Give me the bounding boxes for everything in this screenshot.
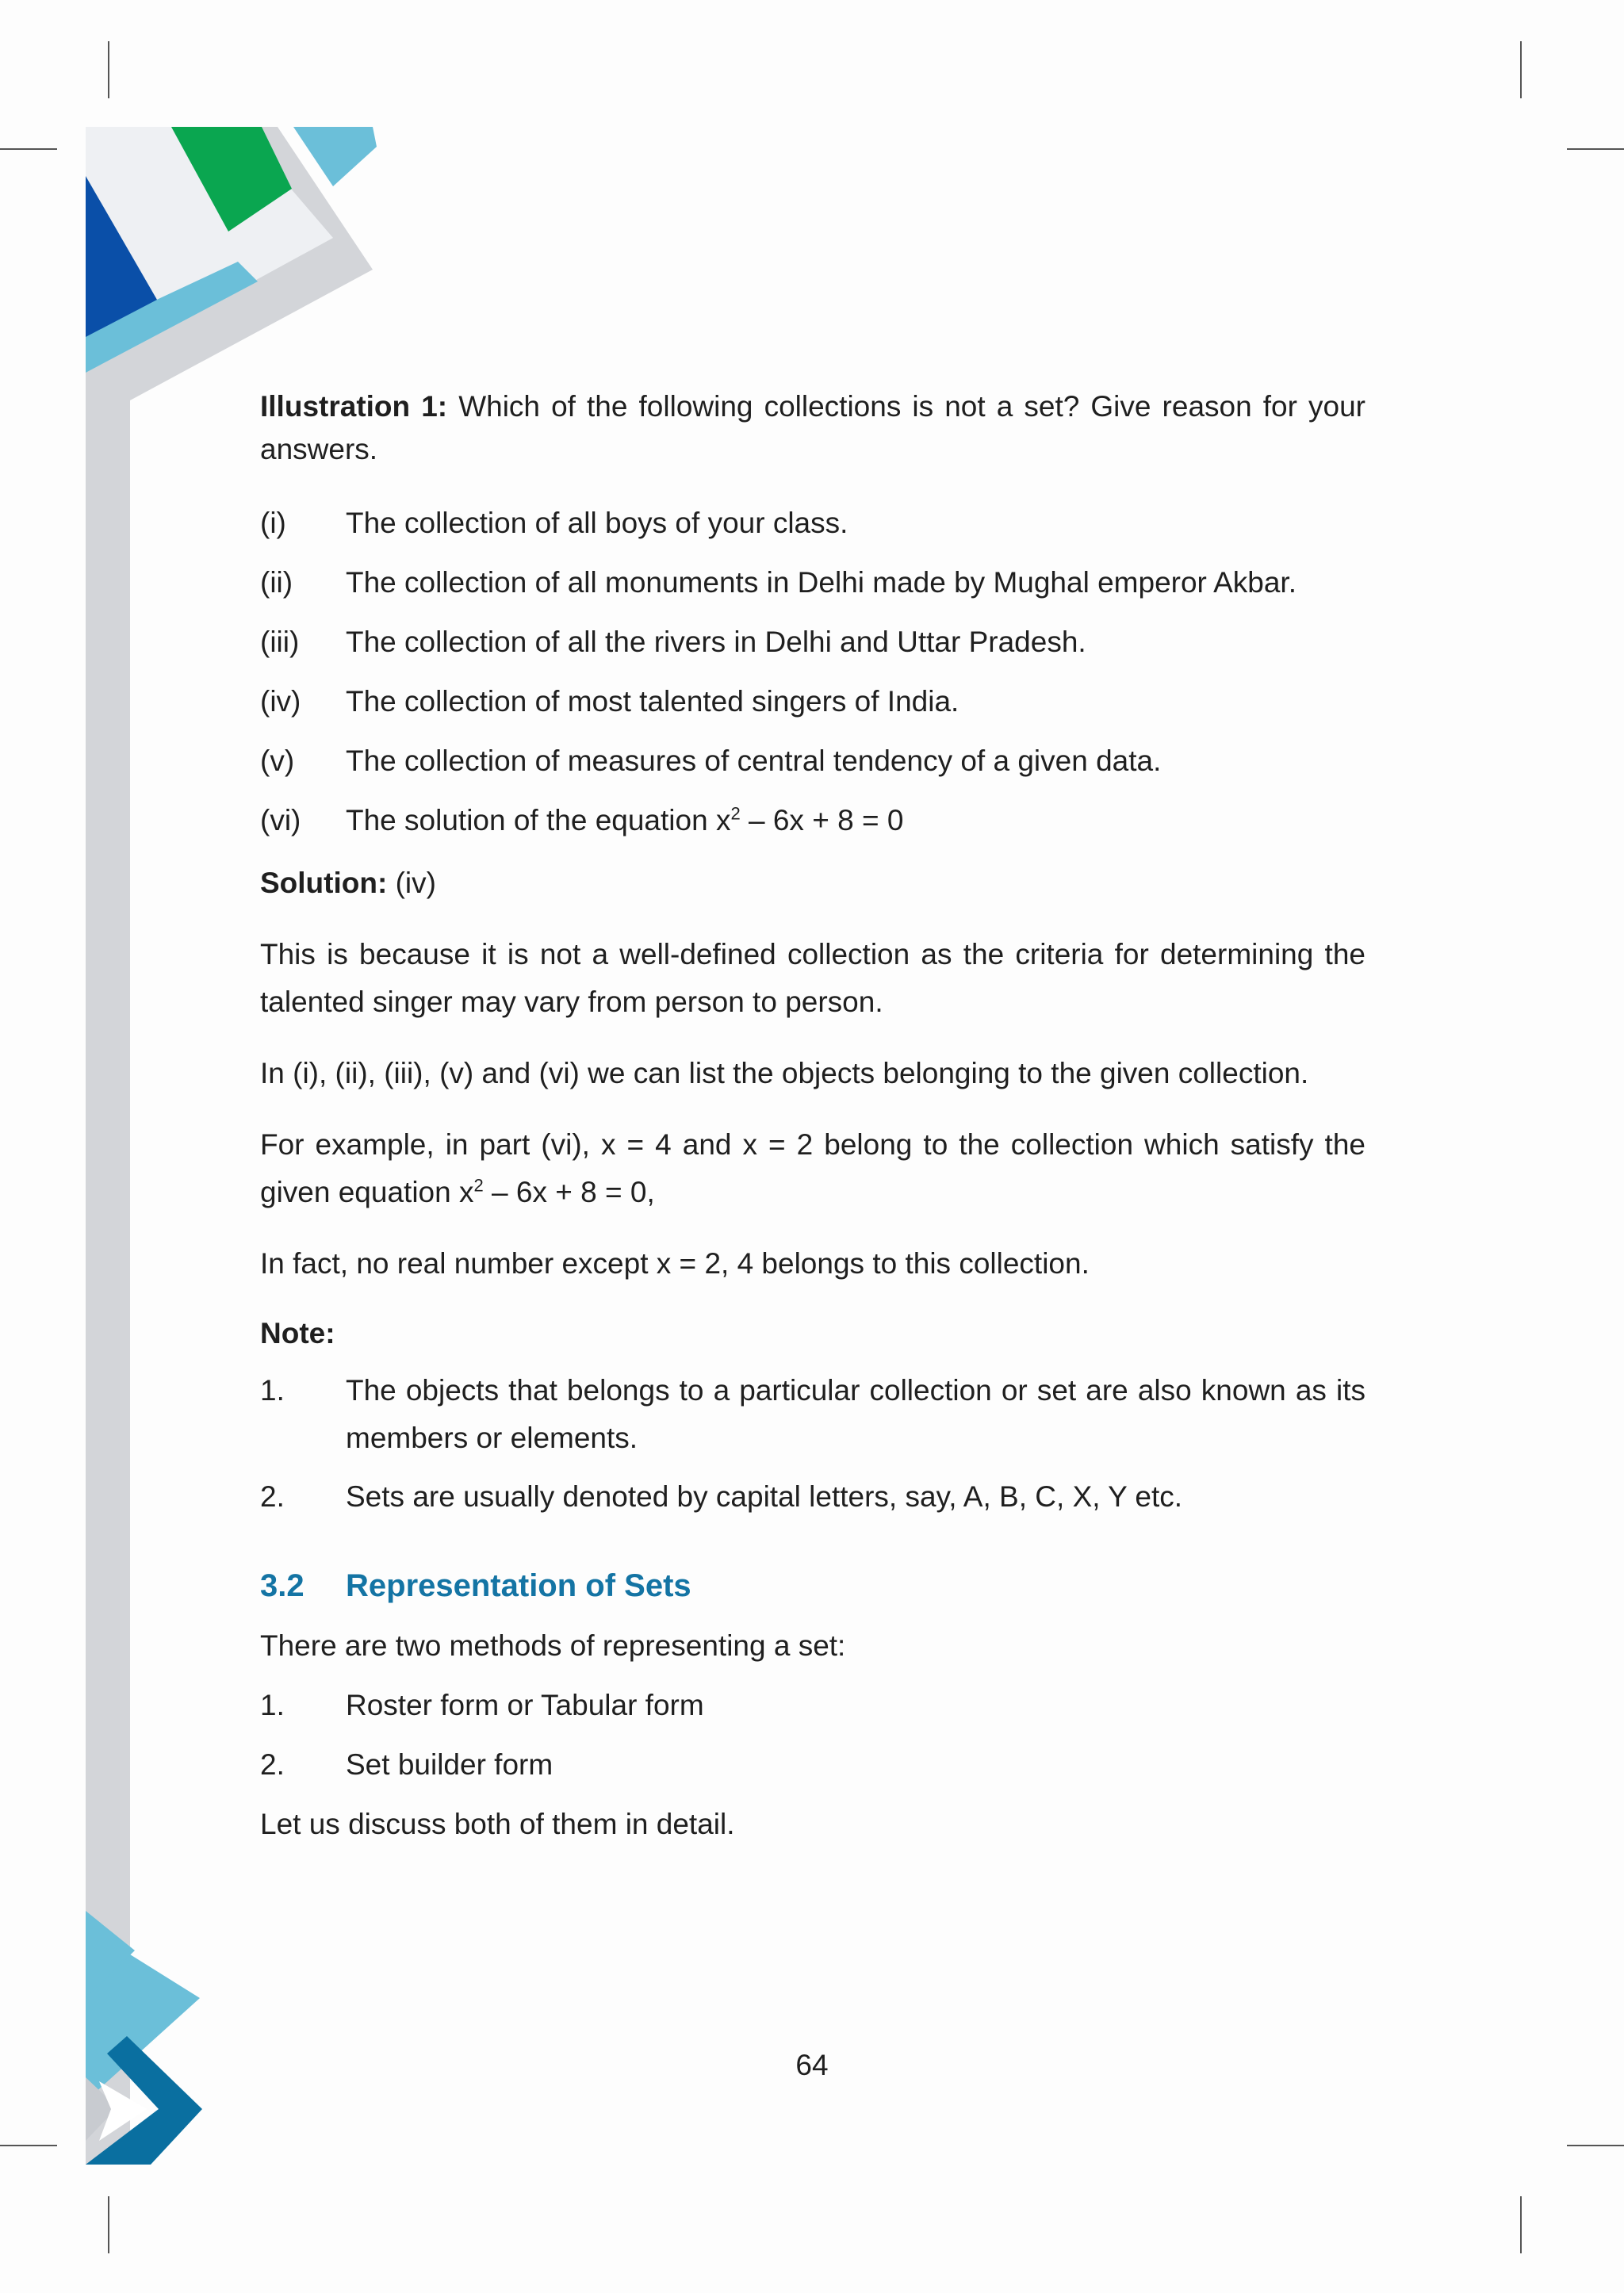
- solution-paragraph: [260, 1121, 1365, 1216]
- item-number: (iv): [260, 685, 301, 718]
- page-number: 64: [795, 2049, 829, 2081]
- item-number: (iii): [260, 626, 300, 658]
- page-content: [260, 385, 1365, 1854]
- item-number: 1.: [260, 1374, 285, 1407]
- note-label: Note:: [260, 1317, 335, 1349]
- item-text: Sets are usually denoted by capital letters, say, A, B, C, X, Y etc.: [346, 1480, 1183, 1513]
- solution-paragraph: In (i), (ii), (iii), (v) and (vi) we can list the objects belonging to the given collection.: [260, 1057, 1309, 1089]
- item-text: The collection of all the rivers in Delhi and Uttar Pradesh.: [346, 626, 1086, 658]
- item-text: The collection of all monuments in Delhi made by Mughal emperor Akbar.: [346, 566, 1297, 599]
- item-number: 2.: [260, 1480, 285, 1513]
- exponent: 2: [473, 1175, 484, 1196]
- section-title: Representation of Sets: [346, 1568, 691, 1603]
- item-text: The collection of all boys of your class.: [346, 507, 848, 539]
- item-text: The objects that belongs to a particular collection or set are also known as its members or elements.: [346, 1374, 1365, 1454]
- illustration-question: [260, 385, 1365, 471]
- item-number: (ii): [260, 566, 293, 599]
- list-item: [260, 790, 1365, 850]
- item-number: (v): [260, 745, 295, 777]
- paragraph-text: – 6x + 8 = 0,: [483, 1176, 655, 1208]
- item-number: (i): [260, 507, 286, 539]
- item-number: 1.: [260, 1689, 285, 1721]
- list-item: [260, 731, 1365, 790]
- list-item: [260, 553, 1365, 612]
- section-intro: There are two methods of representing a set:: [260, 1629, 846, 1662]
- note-list: [260, 1367, 1365, 1521]
- item-text: The collection of most talented singers of India.: [346, 685, 959, 718]
- list-item: [260, 493, 1365, 553]
- section-number: 3.2: [260, 1568, 304, 1603]
- solution-paragraph: In fact, no real number except x = 2, 4 belongs to this collection.: [260, 1247, 1090, 1280]
- list-item: [260, 1675, 1365, 1735]
- solution-line: [260, 859, 1365, 907]
- illustration-label: Illustration 1:: [260, 390, 448, 423]
- list-item: [260, 1735, 1365, 1794]
- list-item: [260, 1473, 1365, 1521]
- solution-paragraph: This is because it is not a well-defined collection as the criteria for determining the talented singer may vary from person to person.: [260, 938, 1365, 1018]
- equation-text: – 6x + 8 = 0: [740, 804, 904, 836]
- list-item: [260, 612, 1365, 672]
- list-item: [260, 672, 1365, 731]
- section-closing: Let us discuss both of them in detail.: [260, 1808, 735, 1840]
- illustration-list: [260, 493, 1365, 850]
- item-text: Set builder form: [346, 1748, 553, 1781]
- equation-text: The solution of the equation x: [346, 804, 731, 836]
- exponent: 2: [730, 803, 741, 824]
- item-text: Roster form or Tabular form: [346, 1689, 704, 1721]
- solution-answer: (iv): [387, 867, 436, 899]
- item-text: The collection of measures of central tendency of a given data.: [346, 745, 1162, 777]
- item-number: (vi): [260, 804, 301, 836]
- paragraph-text: For example, in part (vi), x = 4 and x = 2 belong to the collection which satisfy the given equation x: [260, 1128, 1365, 1208]
- side-strip: [86, 127, 130, 2165]
- item-text: [346, 790, 1365, 850]
- section-heading: [260, 1562, 1365, 1610]
- item-number: 2.: [260, 1748, 285, 1781]
- solution-label: Solution:: [260, 867, 388, 899]
- list-item: [260, 1367, 1365, 1462]
- illustration-question-text: Which of the following collections is not a set? Give reason for your answers.: [260, 390, 1365, 465]
- section-body: [260, 1616, 1365, 1854]
